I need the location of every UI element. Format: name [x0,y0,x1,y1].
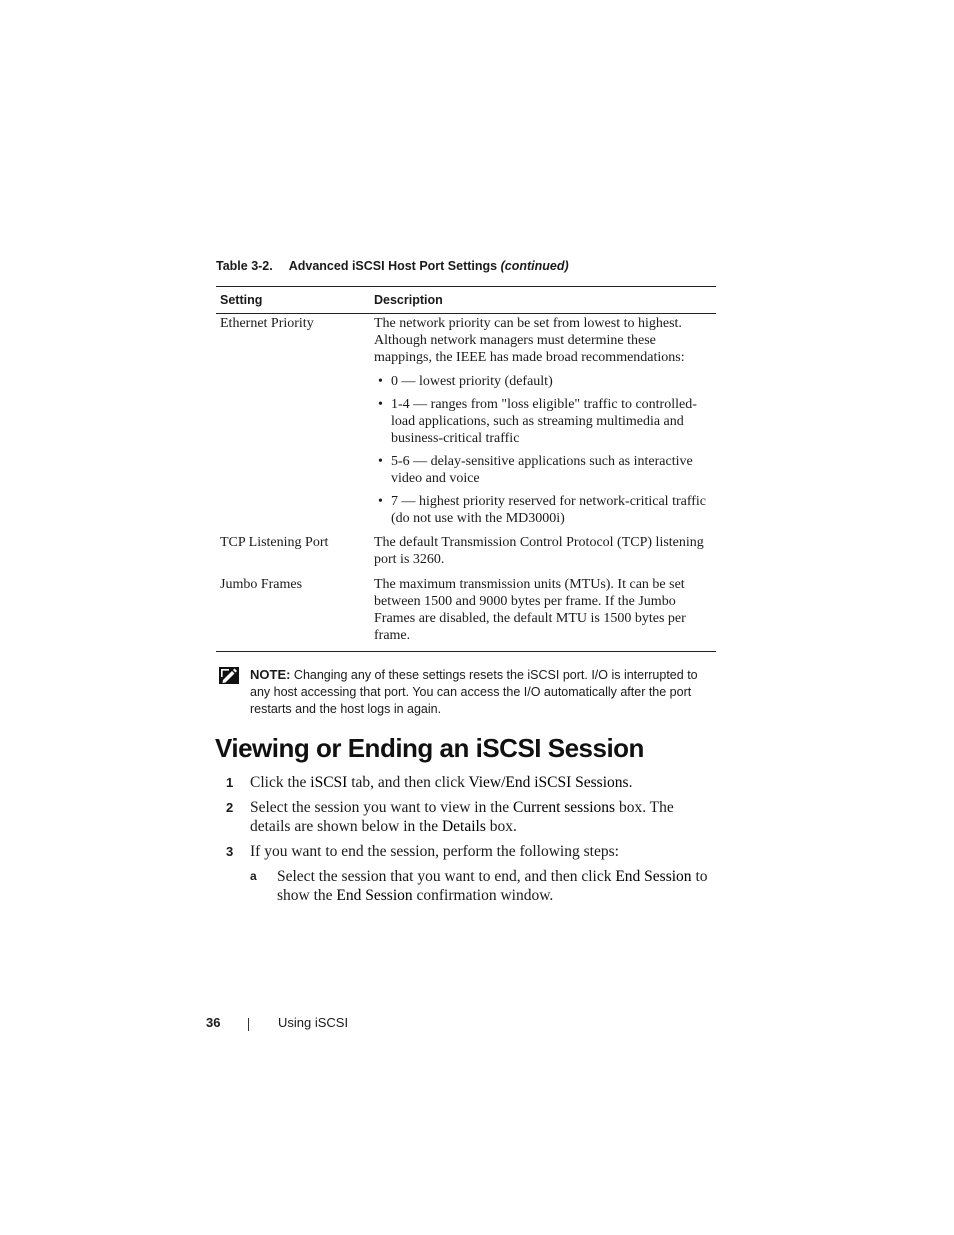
header-setting: Setting [220,293,263,307]
step-text-part: box. The details are shown below in the [250,799,674,835]
ui-term: Details [441,818,486,835]
priority-description: — highest priority reserved for network-critical traffic (do not use with the MD3000i) [391,494,707,526]
bullet-icon: • [378,374,383,389]
setting-cell: Jumbo Frames [220,577,303,592]
priority-description: — delay-sensitive applications such as interactive video and voice [391,454,693,486]
setting-cell: Ethernet Priority [220,316,314,331]
ui-term: View/End iSCSI Sessions [468,774,629,791]
step-text-part: box. [485,818,517,835]
priority-list [374,373,714,527]
description-cell [371,315,716,527]
priority-value: 1-4 [391,397,410,412]
note-text [250,666,716,718]
note-pencil-icon [219,667,239,684]
bullet-icon: • [378,397,383,412]
table-caption-continued: (continued) [500,259,569,273]
list-item [374,453,714,487]
step-item [226,798,718,836]
table-caption-label: Table 3-2. [216,259,273,273]
list-item [374,396,714,447]
ui-term: Current sessions [513,799,616,816]
substep-text [277,867,718,905]
priority-value: 0 [391,374,398,389]
page-number: 36 [206,1015,221,1030]
note-body: Changing any of these settings resets the iSCSI port. I/O is interrupted to any host accessing that port. You can access the I/O automatically after the port restarts and the host logs in again. [250,668,698,716]
list-item [374,373,714,390]
table-caption-title: Advanced iSCSI Host Port Settings [288,259,498,273]
description-text: The network priority can be set from lowest to highest. Although network managers must determine these mappings, the IEEE has made broad recommendations: [374,316,685,365]
setting-cell: TCP Listening Port [220,535,329,550]
list-item [374,493,714,527]
step-text [250,798,718,836]
table-caption [216,259,569,273]
description-cell: The default Transmission Control Protocol (TCP) listening port is 3260. [374,535,704,567]
note-block [216,666,716,718]
bullet-icon: • [378,494,383,509]
note-label: NOTE: [250,667,291,682]
step-text-part: Select the session you want to view in the [250,799,514,816]
step-text-part: . [628,774,633,791]
step-text [250,773,718,792]
table-row [216,527,716,568]
step-item [226,773,718,792]
step-text-part: Select the session that you want to end, and then click [277,868,616,885]
step-number: 2 [226,800,234,815]
step-text-part: confirmation window. [412,887,554,904]
priority-description: — ranges from "loss eligible" traffic to controlled-load applications, such as streaming multimedia and business-critical traffic [391,397,697,446]
table-row [216,568,716,651]
step-number: 3 [226,844,234,859]
substep-letter: a [250,869,257,883]
table-header-row [216,287,716,314]
priority-description: — lowest priority (default) [398,374,553,389]
step-item [226,842,718,861]
step-text-part: Click the [250,774,311,791]
step-text-part: to show the [277,868,708,904]
step-text-part: tab, and then click [347,774,469,791]
description-cell: The maximum transmission units (MTUs). It can be set between 1500 and 9000 bytes per frame. If the Jumbo Frames are disabled, the default MTU is 1500 bytes per frame. [374,577,686,643]
priority-value: 5-6 [391,454,410,469]
chapter-title: Using iSCSI [278,1015,349,1030]
ui-term: End Session [336,887,413,904]
table-row [216,314,716,527]
settings-table [216,286,716,652]
bullet-icon: • [378,454,383,469]
step-text: If you want to end the session, perform the following steps: [250,843,619,860]
header-description: Description [374,293,443,307]
ui-term: iSCSI [310,774,348,791]
ui-term: End Session [615,868,692,885]
priority-value: 7 [391,494,398,509]
step-number: 1 [226,775,234,790]
substep-item [250,867,718,905]
procedure-steps [226,773,718,905]
section-heading: Viewing or Ending an iSCSI Session [215,733,644,763]
footer-separator [248,1018,249,1031]
